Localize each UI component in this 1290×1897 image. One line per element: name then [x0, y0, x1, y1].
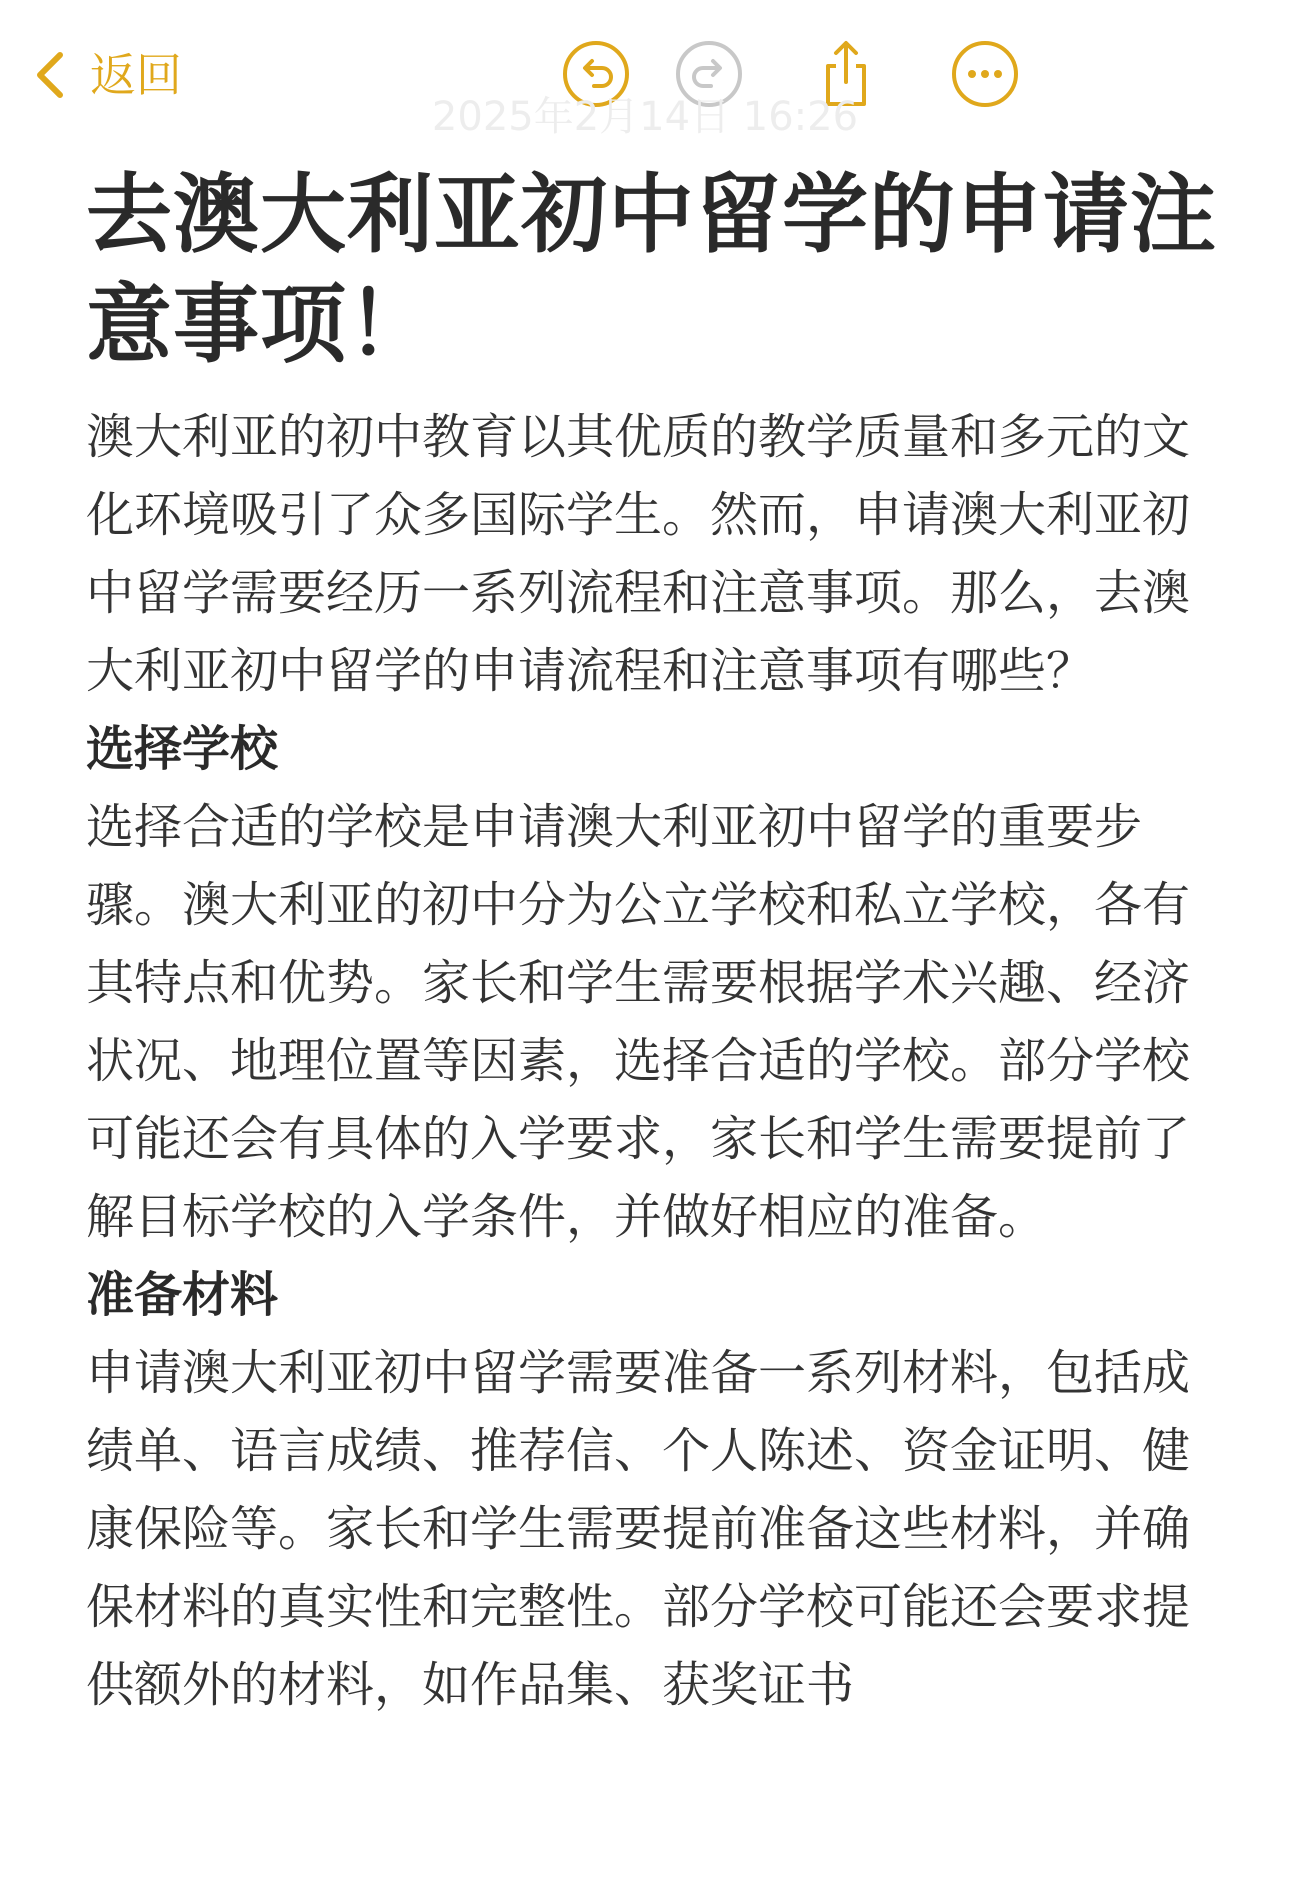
section-heading-prepare-materials: 准备材料	[86, 1267, 279, 1323]
note-timestamp: 2025年2月14日 16:26	[431, 94, 859, 140]
section-heading-choose-school: 选择学校	[86, 721, 279, 777]
section-body-prepare-materials: 申请澳大利亚初中留学需要准备一系列材料，包括成绩单、语言成绩、推荐信、个人陈述、资金证明、健康保险等。家长和学生需要提前准备这些材料，并确保材料的真实性和完整性。部分学校可能还会要求提供额外的材料，如作品集、获奖证书	[86, 1345, 1191, 1713]
note-body[interactable]	[86, 160, 1226, 1724]
note-title: 去澳大利亚初中留学的申请注意事项！	[86, 165, 1217, 375]
note-toolbar	[0, 0, 1290, 150]
back-label: 返回	[90, 48, 182, 102]
intro-paragraph: 澳大利亚的初中教育以其优质的教学质量和多元的文化环境吸引了众多国际学生。然而，申请澳大利亚初中留学需要经历一系列流程和注意事项。那么，去澳大利亚初中留学的申请流程和注意事项有哪些？	[86, 409, 1191, 699]
section-body-choose-school: 选择合适的学校是申请澳大利亚初中留学的重要步骤。澳大利亚的初中分为公立学校和私立学校，各有其特点和优势。家长和学生需要根据学术兴趣、经济状况、地理位置等因素，选择合适的学校。部分学校可能还会有具体的入学要求，家长和学生需要提前了解目标学校的入学条件，并做好相应的准备。	[86, 799, 1191, 1245]
